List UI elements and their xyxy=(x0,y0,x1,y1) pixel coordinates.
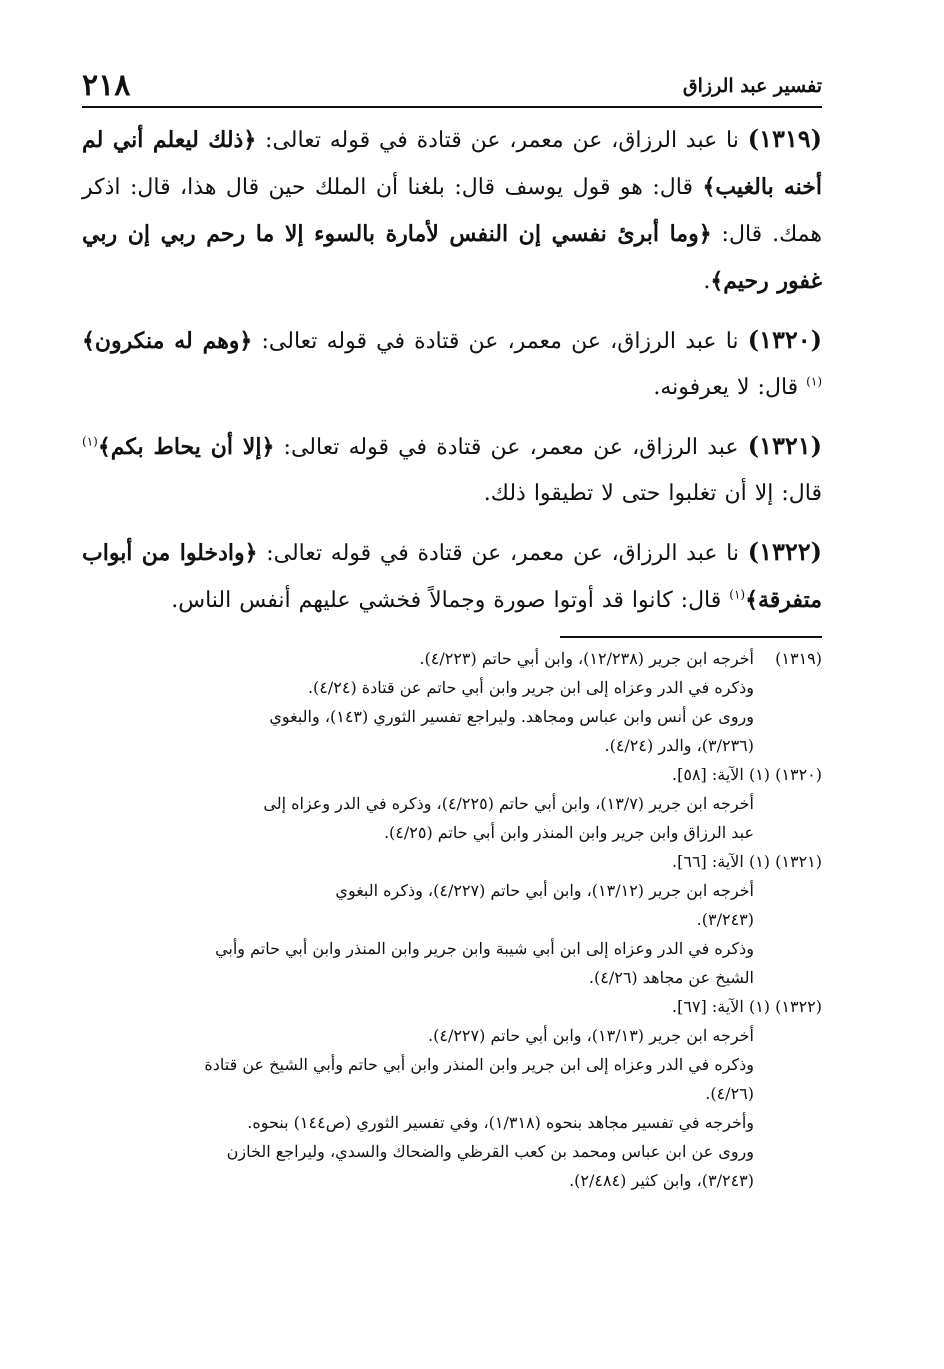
entry-paragraph xyxy=(82,317,822,411)
entry-text: عبد الرزاق، عن معمر، عن قتادة في قوله تعالى: xyxy=(274,435,748,460)
entry-number: (١٣٢٠) xyxy=(747,325,822,354)
footnote-line: أخرجه ابن جرير (١٢/٢٣٨)، وابن أبي حاتم (٤/٢٢٣). xyxy=(419,649,754,668)
entry-text: نا عبد الرزاق، عن معمر، عن قتادة في قوله تعالى: xyxy=(256,128,748,153)
footnote-separator xyxy=(560,636,822,638)
footnote-1320 xyxy=(82,789,822,847)
footnote-head-1322: (١٣٢٢) (١) الآية: [٦٧]. xyxy=(672,997,822,1016)
entry-text: قال: كانوا قد أوتوا صورة وجمالاً فخشي عليهم أنفس الناس. xyxy=(171,588,730,613)
footnote-line: أخرجه ابن جرير (١٣/٧)، وابن أبي حاتم (٤/٢٢٥)، وذكره في الدر وعزاه إلى xyxy=(263,794,754,813)
entry-paragraph xyxy=(82,423,822,517)
footnote-line: وأخرجه في تفسير مجاهد بنحوه (١/٣١٨)، وفي تفسير الثوري (ص١٤٤) بنحوه. xyxy=(247,1113,754,1132)
page-header xyxy=(82,62,822,108)
entry-text: . xyxy=(703,269,711,294)
footnote-line: (٣/٢٣٦)، والدر (٤/٢٤). xyxy=(604,736,754,755)
footnote-ref: (١) xyxy=(729,587,746,602)
entry-text: نا عبد الرزاق، عن معمر، عن قتادة في قوله تعالى: xyxy=(257,541,748,566)
footnote-line: وذكره في الدر وعزاه إلى ابن جرير وابن المنذر وابن أبي حاتم وأبي الشيخ عن قتادة xyxy=(204,1055,754,1074)
entry-text: قال: إلا أن تغلبوا حتى لا تطيقوا ذلك. xyxy=(483,481,822,506)
quran-verse: ﴿وما أبرئ نفسي إن النفس لأمارة بالسوء إلا ما رحم ربي إن ربي غفور رحيم﴾ xyxy=(82,221,822,294)
entry-text: قال: لا يعرفونه. xyxy=(653,375,807,400)
quran-verse: ﴿ذلك ليعلم أني لم أخنه بالغيب﴾ xyxy=(82,127,822,200)
quran-verse: ﴿وهم له منكرون﴾ xyxy=(82,328,253,354)
footnote-head-1321: (١٣٢١) (١) الآية: [٦٦]. xyxy=(672,852,822,871)
footnote-line: وروى عن ابن عباس ومحمد بن كعب القرظي والضحاك والسدي، وليراجع الخازن xyxy=(226,1142,754,1161)
footnote-ref: (١) xyxy=(82,434,98,449)
footnote-line: الشيخ عن مجاهد (٤/٢٦). xyxy=(588,968,754,987)
entry-text: نا عبد الرزاق، عن معمر، عن قتادة في قوله تعالى: xyxy=(252,329,748,354)
entry-text: قال: هو قول يوسف قال: بلغنا أن الملك حين قال هذا، قال: اذكر همك. قال: xyxy=(82,175,822,247)
footnote-line: (٣/٢٤٣)، وابن كثير (٢/٤٨٤). xyxy=(569,1171,754,1190)
footnote-1319 xyxy=(82,644,822,760)
footnote-line: (٣/٢٤٣). xyxy=(696,910,754,929)
footnotes xyxy=(82,644,822,1195)
footnote-line: أخرجه ابن جرير (١٣/١٣)، وابن أبي حاتم (٤/٢٢٧). xyxy=(428,1026,754,1045)
running-title: تفسير عبد الرزاق xyxy=(682,75,822,97)
footnote-line: (٤/٢٦). xyxy=(705,1084,754,1103)
footnote-head-1320: (١٣٢٠) (١) الآية: [٥٨]. xyxy=(672,765,822,784)
footnote-line: وذكره في الدر وعزاه إلى ابن جرير وابن أبي حاتم عن قتادة (٤/٢٤). xyxy=(307,678,754,697)
book-page xyxy=(82,62,822,1195)
footnote-line: وذكره في الدر وعزاه إلى ابن أبي شيبة وابن جرير وابن المنذر وابن أبي حاتم وأبي xyxy=(215,939,754,958)
footnote-1321 xyxy=(82,876,822,992)
entry-number: (١٣٢٢) xyxy=(747,537,822,566)
entry-number: (١٣١٩) xyxy=(747,124,822,153)
page-number: ٢١٨ xyxy=(82,68,131,103)
main-text xyxy=(82,116,822,624)
quran-verse: ﴿إلا أن يحاط بكم﴾ xyxy=(97,434,275,460)
footnote-ref: (١) xyxy=(806,374,822,389)
entry-number: (١٣٢١) xyxy=(747,431,822,460)
footnote-line: عبد الرزاق وابن جرير وابن المنذر وابن أبي حاتم (٤/٢٥). xyxy=(383,823,754,842)
entry-paragraph xyxy=(82,116,822,305)
footnote-line: وروى عن أنس وابن عباس ومجاهد. وليراجع تفسير الثوري (١٤٣)، والبغوي xyxy=(269,707,754,726)
footnote-line: أخرجه ابن جرير (١٣/١٢)، وابن أبي حاتم (٤/٢٢٧)، وذكره البغوي xyxy=(335,881,754,900)
footnote-number: (١٣١٩) xyxy=(775,649,822,668)
quran-verse: ﴿وادخلوا من أبواب متفرقة﴾ xyxy=(82,540,822,613)
entry-paragraph xyxy=(82,529,822,624)
footnote-1322 xyxy=(82,1021,822,1195)
